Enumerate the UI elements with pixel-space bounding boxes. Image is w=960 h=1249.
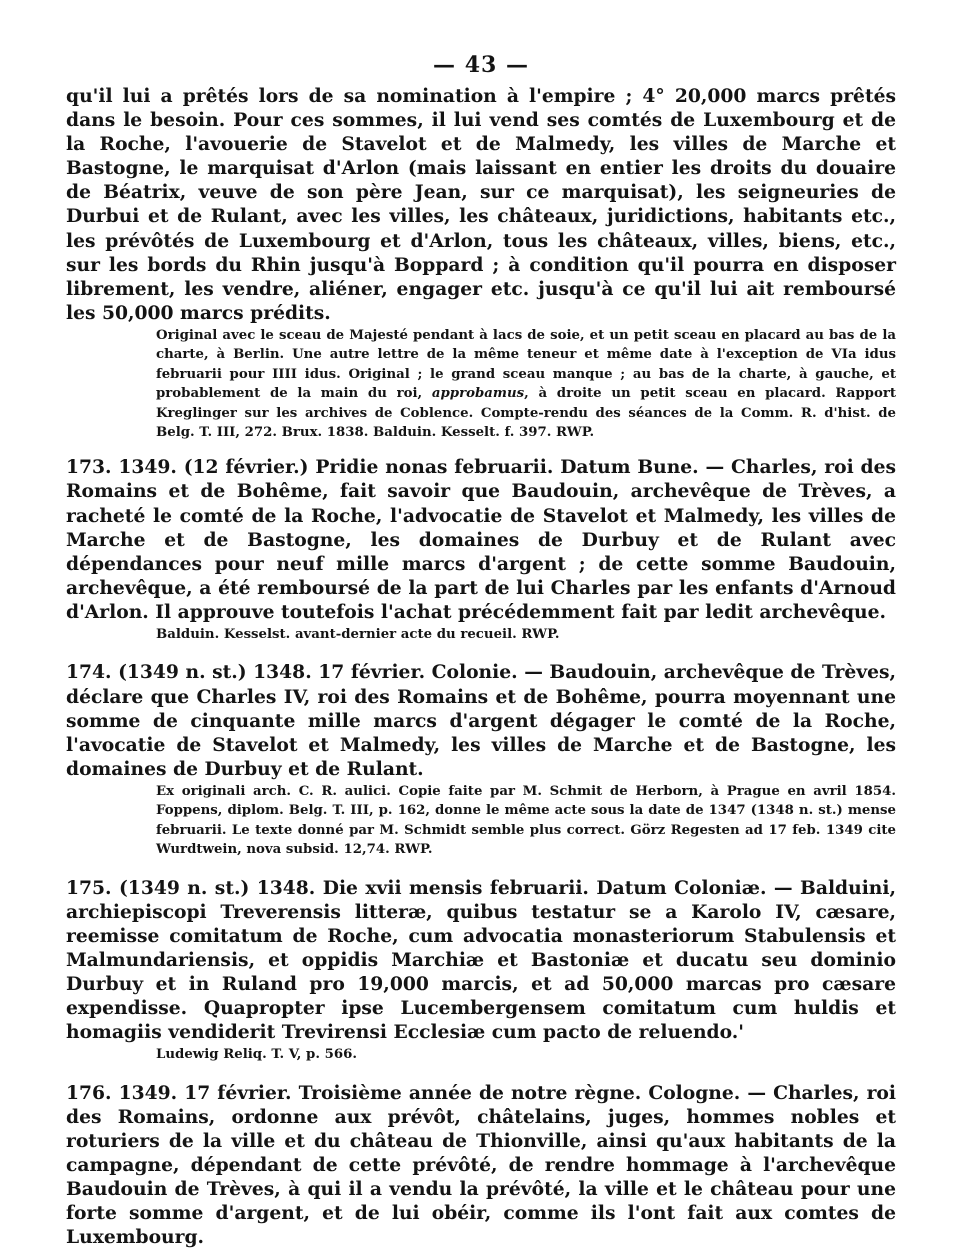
entry-body: — Baudouin, archevêque de Trèves, déclare que Charles IV, roi des Romains et de Bohême, pourra moyennant une somme de cinquante mille marcs d'argent dégager le comté de la Roche, l'avocatie de Stavelot et Malmedy, les villes de Marche et de Bastogne, les domaines de Durbuy et de Rulant.	[66, 661, 896, 780]
entry-body: — Charles, roi des Romains, ordonne aux prévôt, châtelains, juges, hommes nobles et roturiers de la ville et du château de Thionville, ainsi qu'aux habitants de la campagne, dépendant de cette prévôté, de rendre hommage à l'archevêque Baudouin de Trèves, à qui il a vendu la prévôté, la ville et le château pour une forte somme d'argent, et de lui obéir, comme ils l'ont fait aux comtes de Luxembourg.	[66, 1081, 896, 1249]
entry-date: 17 février.	[318, 661, 426, 684]
entry-176	[66, 1081, 896, 1249]
entry-year: (1349 n. st.) 1348.	[118, 876, 316, 899]
entry-body: — Balduini, archiepiscopi Treverensis litteræ, quibus testatur se a Karolo IV, cæsare, reemisse comitatum de Roche, cum advocatia monasteriorum Stabulensis et Malmundariensis, et oppidis Marchiæ et Bastoniæ et ducatu seu dominio Durbuy et in Ruland pro 19,000 marcis, et ad 50,000 marcas pro cæsare expendisse. Quapropter ipse Lucembergensem comitatum cum huldis et homagiis vendiderit Trevirensi Ecclesiæ cum pacto de reluendo.'	[66, 876, 896, 1044]
entry-173	[66, 455, 896, 644]
entry-text	[66, 660, 896, 780]
entry-number: 175.	[66, 876, 112, 899]
entry-number: 174.	[66, 661, 112, 684]
entry-date: 17 février.	[184, 1081, 292, 1104]
entry-year: (1349 n. st.) 1348.	[118, 661, 312, 684]
page-number: — 43 —	[433, 52, 529, 78]
entry-year: 1349.	[118, 456, 177, 479]
entry-174	[66, 660, 896, 859]
entry-latin-dating: Colonie.	[431, 661, 518, 684]
continuation-paragraph: qu'il lui a prêtés lors de sa nomination à l'empire ; 4° 20,000 marcs prêtés dans le besoin. Pour ces sommes, il lui vend ses comtés de Luxembourg et de la Roche, l'avouerie de Stavelot et de Malmedy, les villes de Marche et Bastogne, le marquisat d'Arlon (mais laissant en entier les droits du douaire de Béatrix, veuve de son père Jean, sur ce marquisat), les seigneuries de Durbui et de Rulant, avec les villes, les châteaux, juridictions, habitants etc., les prévôtés de Luxembourg et d'Arlon, tous les châteaux, villes, biens, etc., sur les bords du Rhin jusqu'à Boppard ; à condition qu'il pourra en disposer librement, les vendre, aliéner, engager etc. jusqu'à ce qu'il lui ait remboursé les 50,000 marcs prédits.	[66, 85, 896, 324]
entry-latin-dating: Die xvii mensis februarii. Datum Coloniæ.	[322, 876, 767, 899]
entry-source-note: Balduin. Kesselst. avant-dernier acte du recueil. RWP.	[156, 627, 560, 643]
entry-text	[66, 455, 896, 624]
entry-text	[66, 1081, 896, 1249]
entry-date: (12 février.)	[183, 456, 309, 479]
document-page	[66, 52, 896, 1249]
continuation-note-part-a: Original avec le sceau de Majesté pendant à lacs de soie, et un petit sceau en placard au bas de la charte, à Berlin. Une autre lettre de la même teneur et même date à l'exception de VIa idus februarii pour IIII idus. Original ; le grand sceau manque ; au bas de la charte, à gauche, et probablement de la main du roi,	[156, 327, 896, 402]
entry-source-note: Ludewig Reliq. T. V, p. 566.	[156, 1047, 357, 1063]
entry-latin-dating: Troisième année de notre règne. Cologne.	[298, 1081, 741, 1104]
continuation-note	[66, 326, 896, 442]
continuation-note-part-b: , à droite un petit sceau en placard. Rapport Kreglinger sur les archives de Coblence. Compte-rendu des séances de la Comm. R. d'hist. de Belg. T. III, 272. Brux. 1838. Balduin. Kesselt. f. 397. RWP.	[156, 386, 896, 440]
entry-latin-dating: Pridie nonas februarii. Datum Bune.	[315, 456, 699, 479]
entry-source-note: Ex originali arch. C. R. aulici. Copie faite par M. Schmit de Herborn, à Prague en avril 1854. Foppens, diplom. Belg. T. III, p. 162, donne le même acte sous la date de 1347 (1348 n. st.) mense februarii. Le texte donné par M. Schmidt semble plus correct. Görz Regesten ad 17 feb. 1349 cite Wurdtwein, nova subsid. 12,74. RWP.	[156, 783, 896, 858]
entry-body: — Charles, roi des Romains et de Bohême, fait savoir que Baudouin, archevêque de Trèves, a racheté le comté de la Roche, l'advocatie de Stavelot et Malmedy, les villes de Marche et de Bastogne, les domaines de Durbuy et de Rulant avec dépendances pour neuf mille marcs d'argent ; de cette somme Baudouin, archevêque, a été remboursé de la part de lui Charles par les enfants d'Arnoud d'Arlon. Il approuve toutefois l'achat précédemment fait par ledit archevêque.	[66, 456, 896, 623]
entry-text	[66, 876, 896, 1045]
entry-175	[66, 876, 896, 1065]
entry-number: 173.	[66, 456, 112, 479]
continuation-note-italic: approbamus	[431, 386, 525, 402]
entry-year: 1349.	[118, 1081, 178, 1104]
entry-number: 176.	[66, 1081, 112, 1104]
